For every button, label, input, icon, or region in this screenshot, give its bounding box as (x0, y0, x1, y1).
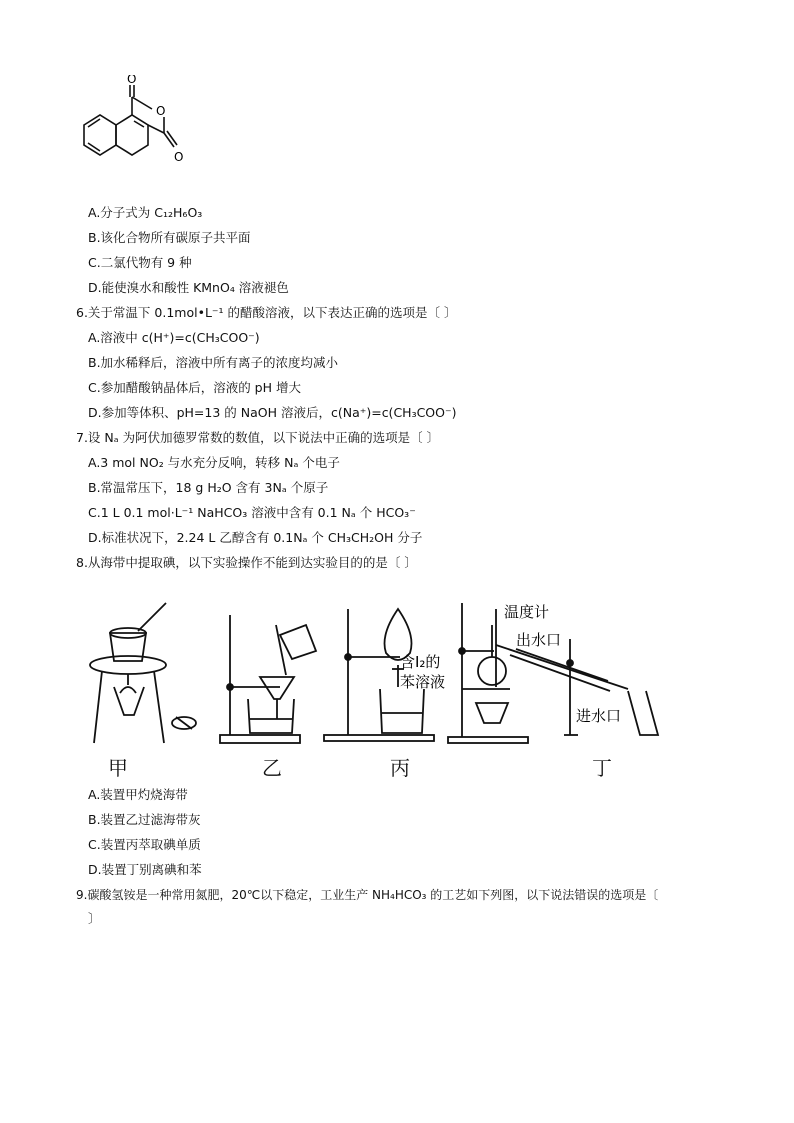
q9-stem-line1: 9.碳酸氢铵是一种常用氮肥，20℃以下稳定，工业生产 NH₄HCO₃ 的工艺如下列图，以下说法错误的选项是〔 (76, 888, 659, 902)
q7-option-a: A.3 mol NO₂ 与水充分反响，转移 Nₐ 个电子 (88, 455, 340, 470)
label-yi: 乙 (262, 756, 282, 780)
label-ding: 丁 (592, 756, 612, 780)
q7-option-b: B.常温常压下，18 g H₂O 含有 3Nₐ 个原子 (88, 480, 329, 495)
q6-option-b: B.加水稀释后，溶液中所有离子的浓度均减小 (88, 355, 339, 370)
q5-option-b: B.该化合物所有碳原子共平面 (88, 230, 251, 245)
q8-option-b: B.装置乙过滤海带灰 (88, 812, 201, 827)
molecule-structure (70, 75, 200, 195)
q6-stem: 6.关于常温下 0.1mol•L⁻¹ 的醋酸溶液，以下表达正确的选项是〔 〕 (76, 305, 457, 320)
q7-stem: 7.设 Nₐ 为阿伏加德罗常数的数值，以下说法中正确的选项是〔 〕 (76, 430, 440, 445)
label-water-in: 进水口 (576, 707, 622, 725)
q6-option-c: C.参加醋酸钠晶体后，溶液的 pH 增大 (88, 380, 301, 395)
oxygen-right: O (174, 150, 184, 164)
apparatus-ding (448, 603, 658, 743)
q9-stem-line2: 〕 (88, 911, 101, 926)
label-iodine-line2: 苯溶液 (400, 673, 446, 691)
q8-option-d: D.装置丁别离碘和苯 (88, 862, 202, 877)
q8-stem: 8.从海带中提取碘，以下实验操作不能到达实验目的的是〔 〕 (76, 555, 417, 570)
q6-option-a: A.溶液中 c(H⁺)=c(CH₃COO⁻) (88, 330, 260, 345)
label-iodine-line1: 含I₂的 (400, 653, 441, 671)
apparatus-jia (90, 603, 196, 743)
oxygen-top: O (127, 75, 137, 86)
oxygen-ring: O (156, 104, 166, 118)
q5-option-d: D.能使溴水和酸性 KMnO₄ 溶液褪色 (88, 280, 289, 295)
apparatus-figure (80, 595, 680, 755)
q8-option-c: C.装置丙萃取碘单质 (88, 837, 201, 852)
q6-option-d: D.参加等体积、pH=13 的 NaOH 溶液后，c(Na⁺)=c(CH₃COO⁻) (88, 405, 457, 420)
label-water-out: 出水口 (516, 631, 562, 649)
label-bing: 丙 (390, 756, 410, 780)
label-jia: 甲 (108, 756, 128, 780)
q7-option-c: C.1 L 0.1 mol·L⁻¹ NaHCO₃ 溶液中含有 0.1 Nₐ 个 HCO₃⁻ (88, 505, 416, 520)
apparatus-yi (220, 615, 316, 743)
label-thermometer: 温度计 (504, 603, 550, 621)
q5-option-a: A.分子式为 C₁₂H₆O₃ (88, 205, 203, 220)
q8-option-a: A.装置甲灼烧海带 (88, 787, 188, 802)
q5-option-c: C.二氯代物有 9 种 (88, 255, 192, 270)
q7-option-d: D.标准状况下，2.24 L 乙醇含有 0.1Nₐ 个 CH₃CH₂OH 分子 (88, 530, 423, 545)
